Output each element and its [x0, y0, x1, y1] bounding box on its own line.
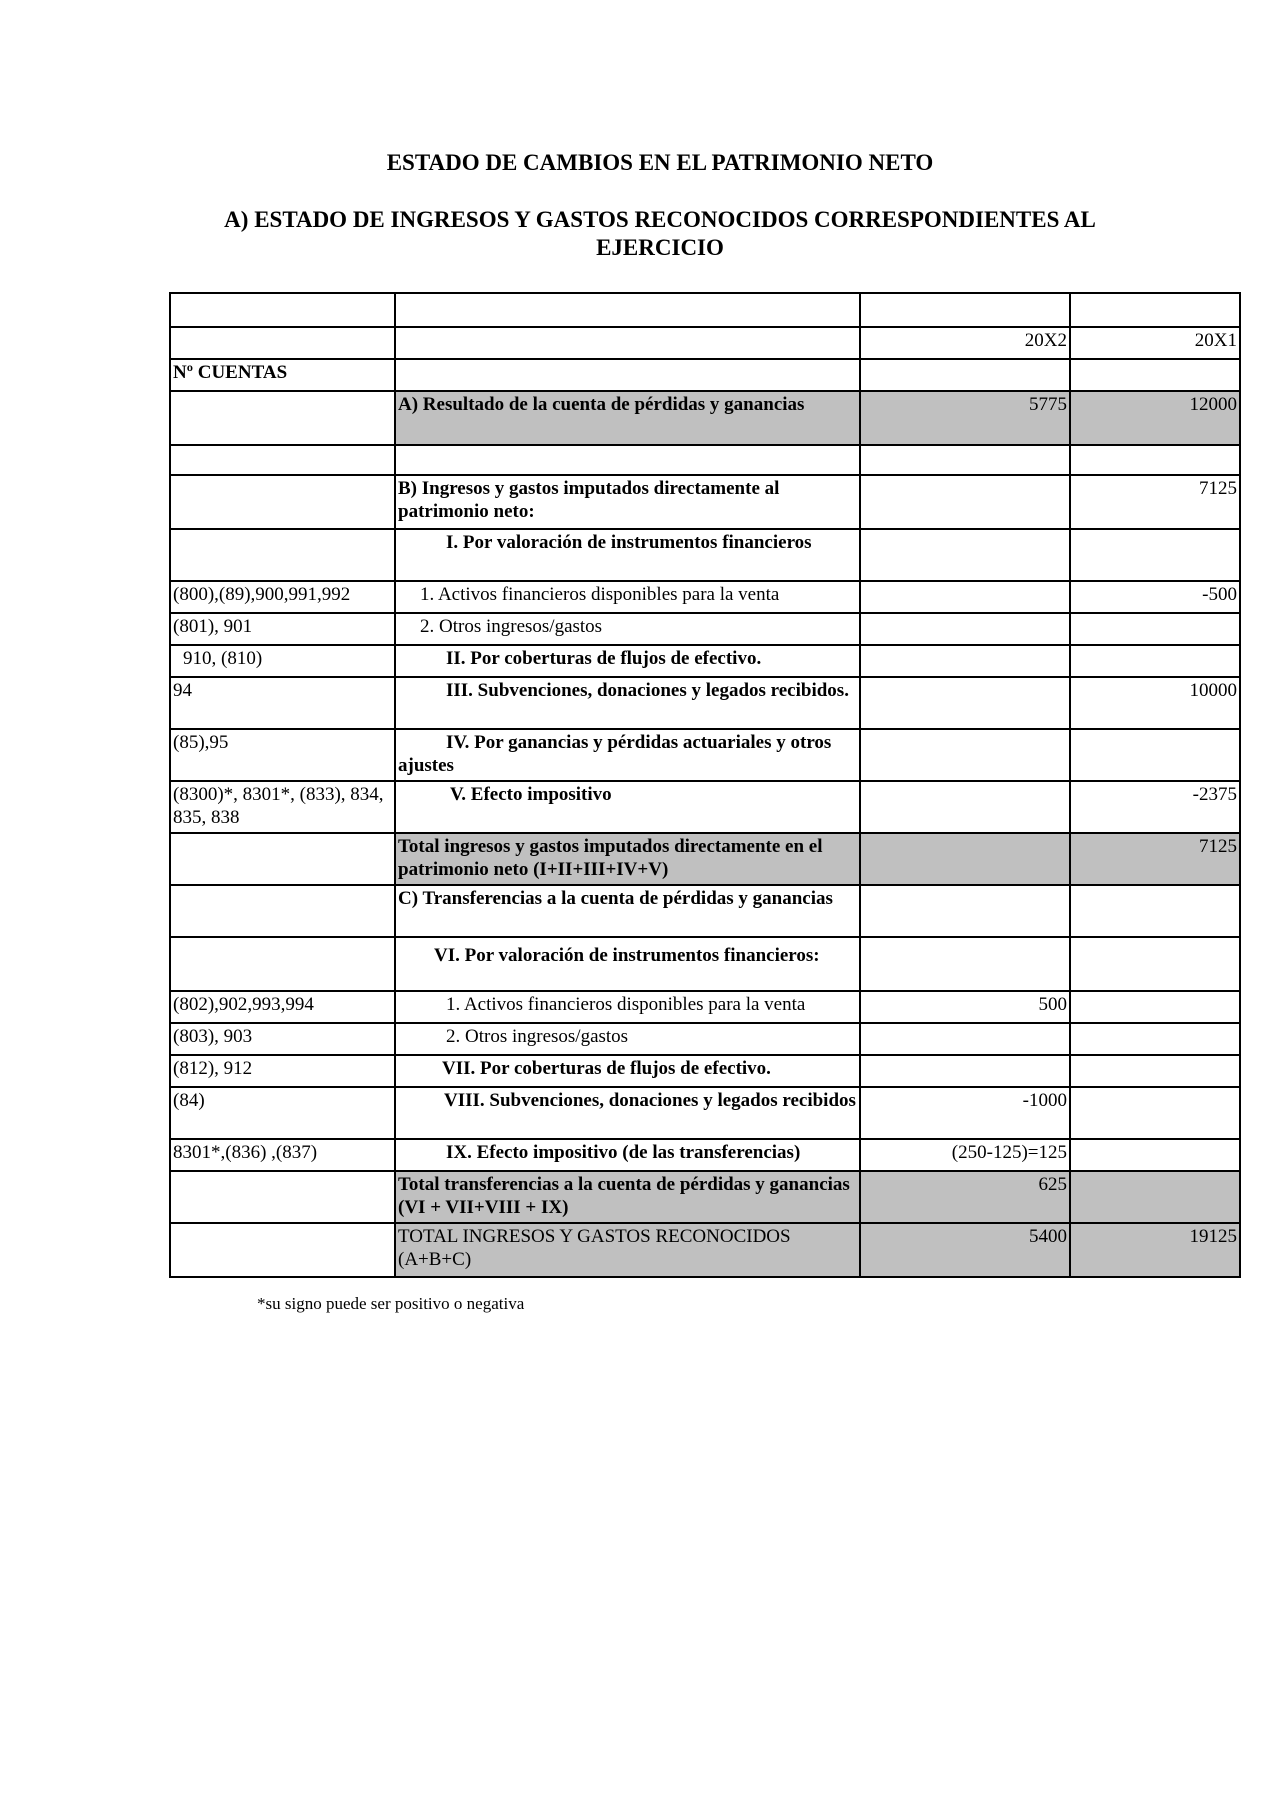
accounts-cell — [170, 833, 395, 885]
concept-cell: IX. Efecto impositivo (de las transferencias) — [395, 1139, 860, 1171]
concept-cell: A) Resultado de la cuenta de pérdidas y ganancias — [395, 391, 860, 445]
value-20x2-cell — [860, 529, 1070, 581]
value-20x2-cell — [860, 833, 1070, 885]
value-20x2-cell: 5775 — [860, 391, 1070, 445]
table-row — [170, 937, 1240, 991]
table-row — [170, 991, 1240, 1023]
accounts-cell: (802),902,993,994 — [170, 991, 395, 1023]
value-20x2-cell — [860, 781, 1070, 833]
concept-cell: VI. Por valoración de instrumentos financieros: — [395, 937, 860, 991]
statement-table — [169, 292, 1241, 1278]
accounts-cell: 8301*,(836) ,(837) — [170, 1139, 395, 1171]
accounts-cell — [170, 937, 395, 991]
concept-cell: C) Transferencias a la cuenta de pérdidas y ganancias — [395, 885, 860, 937]
table-row — [170, 729, 1240, 781]
table-row — [170, 1223, 1240, 1277]
value-20x1-cell — [1070, 445, 1240, 475]
table-row — [170, 445, 1240, 475]
value-20x2-cell: 625 — [860, 1171, 1070, 1223]
value-20x1-cell — [1070, 885, 1240, 937]
accounts-cell: (812), 912 — [170, 1055, 395, 1087]
table-header-row — [170, 327, 1240, 359]
value-20x1-cell — [1070, 729, 1240, 781]
value-20x1-cell — [1070, 613, 1240, 645]
accounts-cell — [170, 529, 395, 581]
table-row — [170, 391, 1240, 445]
column-header-20x2: 20X2 — [860, 327, 1070, 359]
document-title: ESTADO DE CAMBIOS EN EL PATRIMONIO NETO — [386, 150, 934, 175]
value-20x1-cell — [1070, 1087, 1240, 1139]
table-row — [170, 1055, 1240, 1087]
value-20x2-cell — [860, 581, 1070, 613]
concept-cell: 2. Otros ingresos/gastos — [395, 1023, 860, 1055]
accounts-cell: (84) — [170, 1087, 395, 1139]
table-row — [170, 581, 1240, 613]
footnote: *su signo puede ser positivo o negativa — [257, 1294, 525, 1313]
concept-cell: I. Por valoración de instrumentos financieros — [395, 529, 860, 581]
value-20x1-cell — [1070, 1139, 1240, 1171]
concept-cell: 2. Otros ingresos/gastos — [395, 613, 860, 645]
table-row — [170, 885, 1240, 937]
value-20x1-cell — [1070, 529, 1240, 581]
accounts-cell: (803), 903 — [170, 1023, 395, 1055]
accounts-cell — [170, 885, 395, 937]
value-20x2-cell — [860, 885, 1070, 937]
value-20x2-cell — [860, 1055, 1070, 1087]
accounts-cell: (85),95 — [170, 729, 395, 781]
value-20x1-cell: 12000 — [1070, 391, 1240, 445]
concept-cell: IV. Por ganancias y pérdidas actuariales y otros ajustes — [395, 729, 860, 781]
table-row — [170, 359, 1240, 391]
value-20x1-cell: -2375 — [1070, 781, 1240, 833]
table-row — [170, 1139, 1240, 1171]
table-row — [170, 781, 1240, 833]
accounts-cell — [170, 1223, 395, 1277]
value-20x1-cell — [1070, 645, 1240, 677]
concept-cell: V. Efecto impositivo — [395, 781, 860, 833]
value-20x2-cell — [860, 445, 1070, 475]
accounts-cell — [170, 475, 395, 529]
value-20x1-cell: -500 — [1070, 581, 1240, 613]
value-20x2-cell: (250-125)=125 — [860, 1139, 1070, 1171]
concept-cell: 1. Activos financieros disponibles para la venta — [395, 581, 860, 613]
value-20x1-cell — [1070, 1171, 1240, 1223]
concept-cell: Total transferencias a la cuenta de pérdidas y ganancias (VI + VII+VIII + IX) — [395, 1171, 860, 1223]
value-20x2-cell — [860, 645, 1070, 677]
value-20x2-cell: 5400 — [860, 1223, 1070, 1277]
value-20x2-cell — [860, 937, 1070, 991]
table-row — [170, 833, 1240, 885]
accounts-cell: (8300)*, 8301*, (833), 834, 835, 838 — [170, 781, 395, 833]
value-20x2-cell — [860, 729, 1070, 781]
value-20x1-cell: 7125 — [1070, 475, 1240, 529]
accounts-cell: 910, (810) — [170, 645, 395, 677]
accounts-cell: (801), 901 — [170, 613, 395, 645]
concept-cell: Total ingresos y gastos imputados directamente en el patrimonio neto (I+II+III+IV+V) — [395, 833, 860, 885]
table-row — [170, 645, 1240, 677]
table-row — [170, 475, 1240, 529]
concept-cell: VII. Por coberturas de flujos de efectivo. — [395, 1055, 860, 1087]
concept-cell: TOTAL INGRESOS Y GASTOS RECONOCIDOS (A+B+C) — [395, 1223, 860, 1277]
accounts-cell: (800),(89),900,991,992 — [170, 581, 395, 613]
column-header-20x1: 20X1 — [1070, 327, 1240, 359]
value-20x2-cell — [860, 475, 1070, 529]
accounts-header: Nº CUENTAS — [170, 359, 395, 391]
value-20x1-cell: 10000 — [1070, 677, 1240, 729]
table-row — [170, 293, 1240, 327]
value-20x2-cell — [860, 1023, 1070, 1055]
concept-cell — [395, 445, 860, 475]
table-row — [170, 1087, 1240, 1139]
value-20x1-cell: 7125 — [1070, 833, 1240, 885]
value-20x2-cell: -1000 — [860, 1087, 1070, 1139]
section-title — [20, 206, 1280, 262]
value-20x1-cell — [1070, 937, 1240, 991]
accounts-cell — [170, 445, 395, 475]
accounts-cell — [170, 391, 395, 445]
value-20x1-cell — [1070, 1055, 1240, 1087]
value-20x2-cell — [860, 677, 1070, 729]
concept-cell: 1. Activos financieros disponibles para la venta — [395, 991, 860, 1023]
accounts-cell — [170, 1171, 395, 1223]
concept-cell: II. Por coberturas de flujos de efectivo. — [395, 645, 860, 677]
table-row — [170, 613, 1240, 645]
value-20x1-cell: 19125 — [1070, 1223, 1240, 1277]
value-20x2-cell — [860, 613, 1070, 645]
concept-cell: III. Subvenciones, donaciones y legados recibidos. — [395, 677, 860, 729]
value-20x1-cell — [1070, 991, 1240, 1023]
table-row — [170, 1023, 1240, 1055]
table-row — [170, 529, 1240, 581]
table-row — [170, 677, 1240, 729]
value-20x1-cell — [1070, 1023, 1240, 1055]
table-row — [170, 1171, 1240, 1223]
value-20x2-cell: 500 — [860, 991, 1070, 1023]
concept-cell: VIII. Subvenciones, donaciones y legados recibidos — [395, 1087, 860, 1139]
accounts-cell: 94 — [170, 677, 395, 729]
section-title-text: A) ESTADO DE INGRESOS Y GASTOS RECONOCIDOS CORRESPONDIENTES AL EJERCICIO — [224, 207, 1096, 260]
concept-cell: B) Ingresos y gastos imputados directamente al patrimonio neto: — [395, 475, 860, 529]
